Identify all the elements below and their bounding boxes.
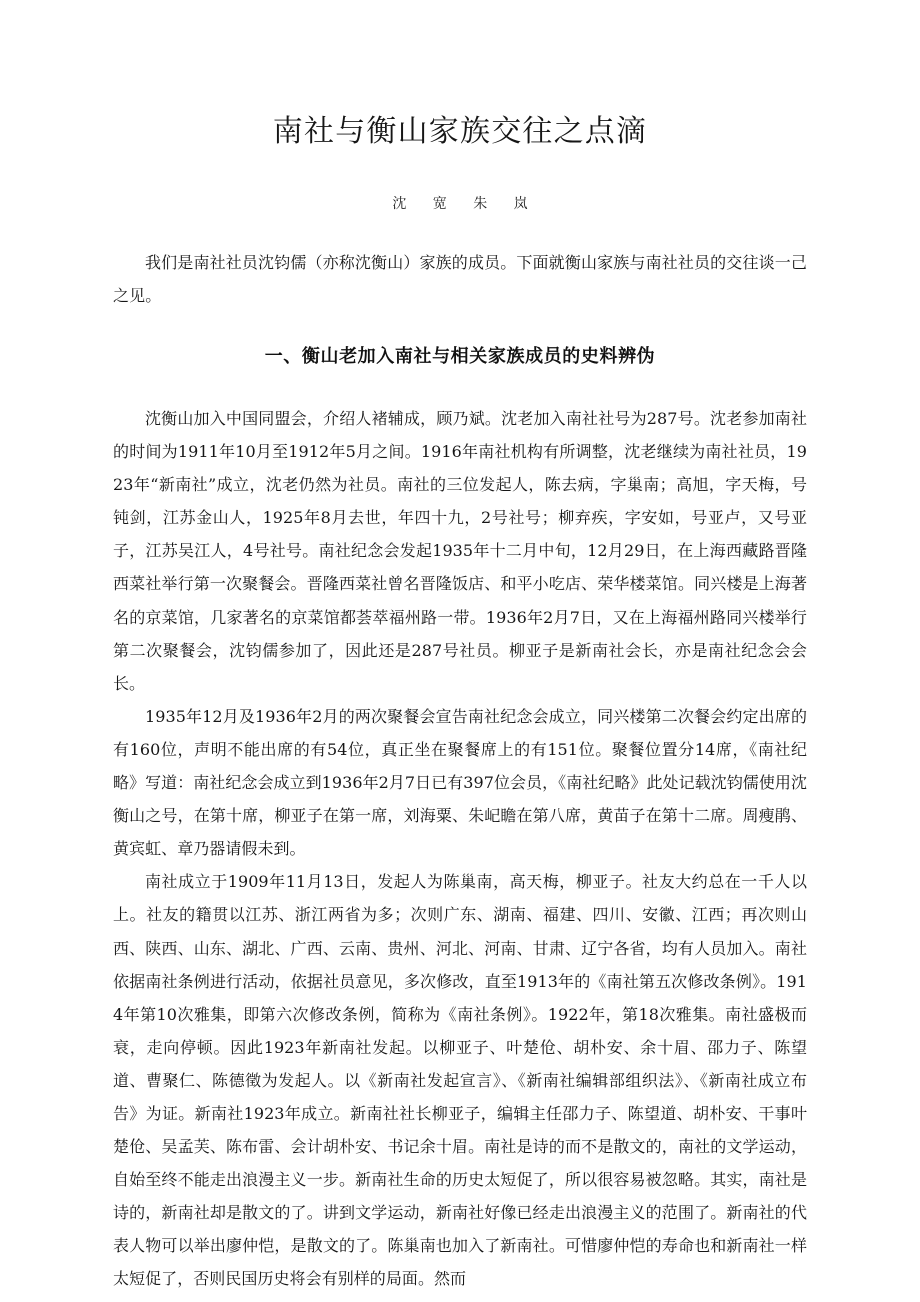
section-body-1 bbox=[113, 371, 807, 1296]
body-paragraph: 南社成立于1909年11月13日，发起人为陈巢南，高天梅，柳亚子。社友大约总在一千人以上。社友的籍贯以江苏、浙江两省为多；次则广东、湖南、福建、四川、安徽、江西；再次则山西、陕西、山东、湖北、广西、云南、贵州、河北、河南、甘肃、辽宁各省，均有人员加入。南社依据南社条例进行活动，依据社员意见，多次修改，直至1913年的《南社第五次修改条例》。1914年第10次雅集，即第六次修改条例，简称为《南社条例》。1922年，第18次雅集。南社盛极而衰，走向停顿。因此1923年新南社发起。以柳亚子、叶楚伧、胡朴安、余十眉、邵力子、陈望道、曹聚仁、陈德徵为发起人。以《新南社发起宣言》、《新南社编辑部组织法》、《新南社成立布告》为证。新南社1923年成立。新南社社长柳亚子，编辑主任邵力子、陈望道、胡朴安、干事叶楚伧、吴孟芙、陈布雷、会计胡朴安、书记余十眉。南社是诗的而不是散文的，南社的文学运动，自始至终不能走出浪漫主义一步。新南社生命的历史太短促了，所以很容易被忽略。其实，南社是诗的，新南社却是散文的了。讲到文学运动，新南社好像已经走出浪漫主义的范围了。新南社的代表人物可以举出廖仲恺，是散文的了。陈巢南也加入了新南社。可惜廖仲恺的寿命也和新南社一样太短促了，否则民国历史将会有别样的局面。然而 bbox=[113, 872, 807, 1289]
body-paragraph: 沈衡山加入中国同盟会，介绍人褚辅成，顾乃斌。沈老加入南社社号为287号。沈老参加南社的时间为1911年10月至1912年5月之间。1916年南社机构有所调整，沈老继续为南社社员，1923年“新南社”成立，沈老仍然为社员。南社的三位发起人，陈去病，字巢南；高旭，字天梅，号钝剑，江苏金山人，1925年8月去世，年四十九，2号社号；柳弃疾，字安如，号亚卢，又号亚子，江苏吴江人，4号社号。南社纪念会发起1935年十二月中旬，12月29日，在上海西藏路晋隆西菜社举行第一次聚餐会。晋隆西菜社曾名晋隆饭店、和平小吃店、荣华楼菜馆。同兴楼是上海著名的京菜馆，几家著名的京菜馆都荟萃福州路一带。1936年2月7日，又在上海福州路同兴楼举行第二次聚餐会，沈钧儒参加了，因此还是287号社员。柳亚子是新南社会长，亦是南社纪念会会长。 bbox=[113, 409, 807, 693]
section-heading-1: 一、衡山老加入南社与相关家族成员的史料辨伪 bbox=[264, 346, 656, 367]
author-byline: 沈 宽 朱 岚 bbox=[392, 196, 539, 212]
body-paragraph: 1935年12月及1936年2月的两次聚餐会宣告南社纪念会成立，同兴楼第二次餐会约定出席的有160位，声明不能出席的有54位，真正坐在聚餐席上的有151位。聚餐位置分14席，《南社纪略》写道：南社纪念会成立到1936年2月7日已有397位会员，《南社纪略》此处记载沈钧儒使用沈衡山之号，在第十席，柳亚子在第一席，刘海粟、朱屺瞻在第八席，黄苗子在第十二席。周瘦鹃、黄宾虹、章乃器请假未到。 bbox=[113, 706, 807, 859]
page-content bbox=[113, 0, 807, 1296]
page-title: 南社与衡山家族交往之点滴 bbox=[272, 114, 648, 149]
lead-paragraph: 我们是南社社员沈钧儒（亦称沈衡山）家族的成员。下面就衡山家族与南社社员的交往谈一己之见。 bbox=[113, 253, 807, 305]
